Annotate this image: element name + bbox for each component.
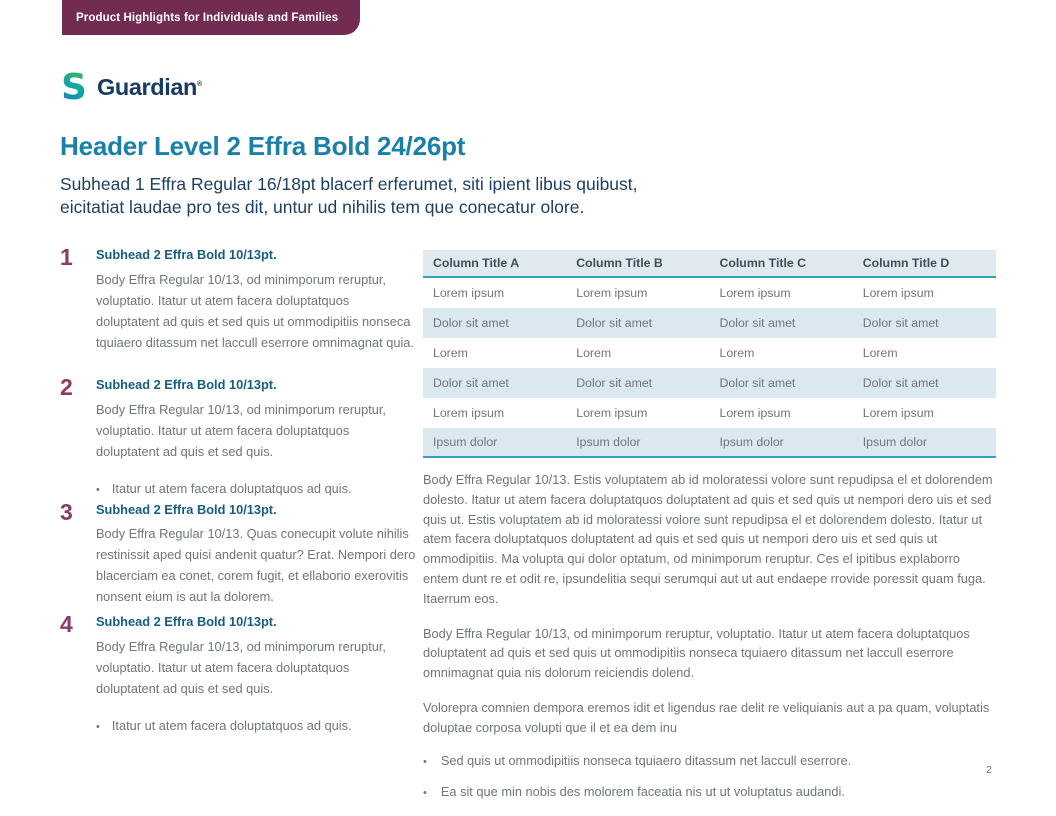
body-copy [423,470,998,800]
table-cell: Dolor sit amet [433,316,509,330]
table-row [423,398,996,428]
item-subhead: Subhead 2 Effra Bold 10/13pt. [96,614,277,629]
page-subhead [60,173,780,219]
column-header: Column Title B [576,256,663,270]
table-row [423,278,996,308]
body-bullet: • Sed quis ut ommodipitiis nonseca tquiaero ditassum net laccull eserrore. [423,753,998,769]
column-header: Column Title A [433,256,520,270]
numbered-item-2 [60,376,416,498]
item-subhead: Subhead 2 Effra Bold 10/13pt. [96,247,277,262]
column-header: Column Title C [719,256,807,270]
table-cell: Dolor sit amet [576,316,653,330]
table-cell: Ipsum dolor [862,435,927,449]
table-row [423,368,996,398]
item-content [96,376,416,498]
table-row [423,338,996,368]
item-bullet: • Itatur ut atem facera doluptatquos ad quis. [96,717,416,735]
table-cell: Dolor sit amet [862,316,939,330]
table-cell: Dolor sit amet [719,316,796,330]
item-content [96,613,416,735]
page-subhead-line1: Subhead 1 Effra Regular 16/18pt blacerf erferumet, siti ipient libus quibust, [60,174,638,194]
page-title: Header Level 2 Effra Bold 24/26pt [60,131,466,161]
item-subhead: Subhead 2 Effra Bold 10/13pt. [96,377,277,392]
svg-text:S: S [61,68,87,104]
table-cell: Ipsum dolor [576,435,641,449]
table-cell: Lorem [719,346,755,360]
table-cell: Lorem ipsum [576,406,648,420]
table-cell: Dolor sit amet [862,376,939,390]
item-body: Body Effra Regular 10/13, od minimporum reruptur, voluptatio. Itatur ut atem facera doluptatquos doluptatent ad quis et sed quis ut ommodipitiis nonseca tquiaero ditassum net laccull eserrore omnimagnat quia. [96,272,414,350]
eyebrow-tab-label: Product Highlights for Individuals and Families [76,11,339,24]
table-cell: Dolor sit amet [433,376,509,390]
item-number: 2 [60,374,73,400]
item-body: Body Effra Regular 10/13. Quas conecupit volute nihilis restinissit aped quisi andenit quatur? Erat. Nempori dero blacerciam ea conet, corem fugit, et ellaborio exerovitis nonsent eium is aut la dolorem. [96,526,416,604]
item-number: 4 [60,611,73,637]
table-row [423,428,996,458]
table-cell: Dolor sit amet [719,376,796,390]
body-paragraph: Volorepra comnien dempora eremos idit et ligendus rae delit re veliquianis aut a pa quam, voluptatis doluptae corposa volupti que il et ea dem inu [423,699,990,735]
table-row [423,308,996,338]
body-paragraph: Body Effra Regular 10/13. Estis voluptatem ab id moloratessi volore sunt repudipsa el et dolorendem dolesto. Itatur ut atem facera doluptatquos doluptatent ad quis et sed quis ut nempori dero uis et sed quis ut. Estis voluptatem ab id moloratessi volore sunt repudipsa el et dolorendem dolesto. Itatur ut atem facera doluptatquos doluptatent ad quis et sed quis ut nempori dero uis et sed quis ut ommodipitiis. Ma volupta qui dolor optatum, od minimporum reruptur. Ces el ipitibus explaborro entem dunt re et odit re, ipsundelitia sequi serumqui aut ut aut endaepe rrovide poressit quam fuga. Itaerrum eos. [423,472,993,606]
item-number: 3 [60,499,73,525]
table-cell: Lorem ipsum [576,286,648,300]
guardian-g-icon [58,68,90,104]
table-cell: Lorem ipsum [719,406,791,420]
guardian-wordmark: Guardian® [97,73,202,100]
page-number: 2 [986,764,992,776]
table-cell: Ipsum dolor [719,435,784,449]
item-bullet: • Itatur ut atem facera doluptatquos ad quis. [96,480,416,498]
item-number: 1 [60,244,73,270]
numbered-item-3 [60,501,416,607]
item-content [96,246,416,353]
table-cell: Lorem [862,346,898,360]
numbered-item-1 [60,246,416,353]
table-cell: Lorem ipsum [433,406,505,420]
data-table [423,250,996,458]
item-body: Body Effra Regular 10/13, od minimporum reruptur, voluptatio. Itatur ut atem facera doluptatquos doluptatent ad quis et sed quis. [96,639,386,696]
table-cell: Lorem [576,346,612,360]
column-header: Column Title D [862,256,950,270]
item-subhead: Subhead 2 Effra Bold 10/13pt. [96,502,277,517]
guardian-logo [58,68,202,104]
table-cell: Lorem [433,346,468,360]
table-cell: Lorem ipsum [719,286,791,300]
page-subhead-line2: eicitatiat laudae pro tes dit, untur ud nihilis tem que conecatur olore. [60,197,585,217]
item-content [96,501,416,607]
table-cell: Lorem ipsum [862,286,934,300]
table-header-row [423,250,996,278]
numbered-item-4 [60,613,416,735]
body-paragraph: Body Effra Regular 10/13, od minimporum reruptur, voluptatio. Itatur ut atem facera doluptatquos doluptatent ad quis et sed quis ut ommodipitiis nonseca tquiaero ditassum net laccull eserrore omnimagnat quia nis dolorum reiciendis dolend. [423,625,970,681]
table-cell: Ipsum dolor [433,435,498,449]
item-body: Body Effra Regular 10/13, od minimporum reruptur, voluptatio. Itatur ut atem facera doluptatquos doluptatent ad quis et sed quis. [96,402,386,459]
registered-mark: ® [196,80,202,88]
body-bullet: • Ea sit que min nobis des molorem faceatia nis ut ut voluptatus audandi. [423,784,998,800]
eyebrow-tab [62,0,360,35]
table-cell: Lorem ipsum [433,286,505,300]
table-cell: Dolor sit amet [576,376,653,390]
table-cell: Lorem ipsum [862,406,934,420]
